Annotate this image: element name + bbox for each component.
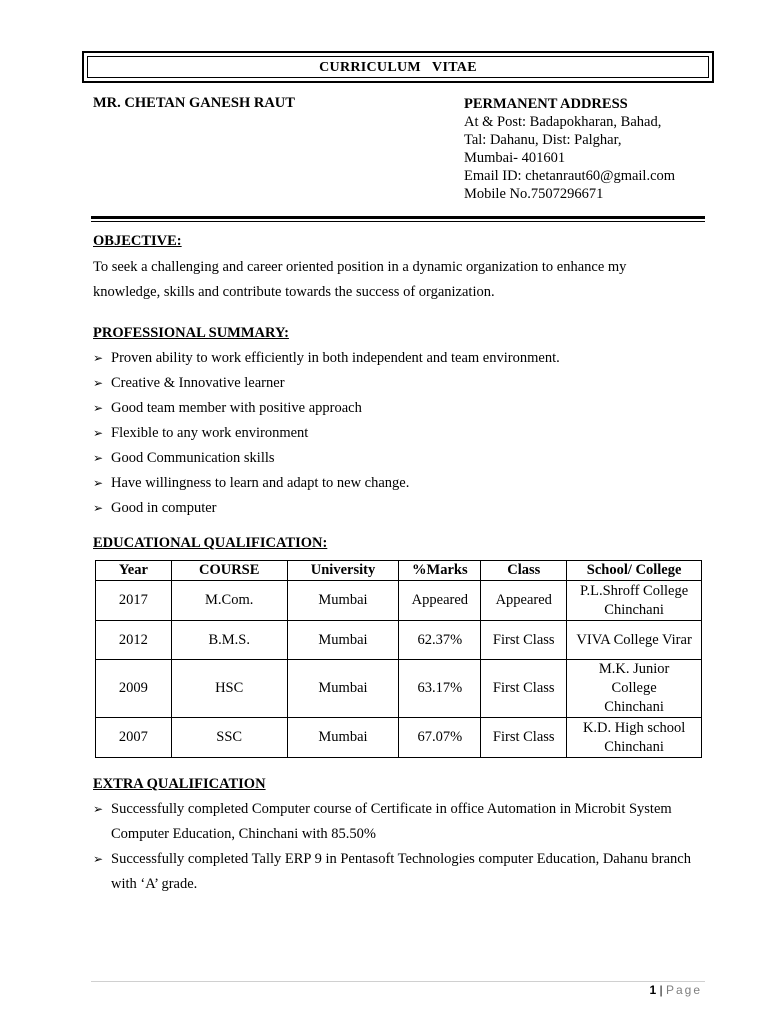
arrow-bullet-icon: ➢ xyxy=(93,401,104,415)
page-label: Page xyxy=(665,983,702,997)
arrow-bullet-icon: ➢ xyxy=(93,351,104,365)
arrow-bullet-icon: ➢ xyxy=(93,852,104,866)
footer-divider xyxy=(91,981,705,982)
table-cell: Mumbai xyxy=(287,660,399,718)
table-cell: 2009 xyxy=(96,660,172,718)
list-item: ➢ Have willingness to learn and adapt to new change. xyxy=(93,471,560,496)
table-cell: K.D. High school Chinchani xyxy=(567,718,702,758)
permanent-address xyxy=(464,95,675,203)
arrow-bullet-icon: ➢ xyxy=(93,451,104,465)
table-cell: 2007 xyxy=(96,718,172,758)
table-cell: P.L.Shroff College Chinchani xyxy=(567,581,702,621)
document-title: CURRICULUM VITAE xyxy=(87,56,709,78)
table-row xyxy=(96,660,702,718)
table-row xyxy=(96,718,702,758)
arrow-bullet-icon: ➢ xyxy=(93,426,104,440)
table-cell: M.K. Junior College Chinchani xyxy=(567,660,702,718)
arrow-bullet-icon: ➢ xyxy=(93,376,104,390)
column-header: School/ College xyxy=(567,561,702,581)
column-header: Year xyxy=(96,561,172,581)
list-item: ➢ Creative & Innovative learner xyxy=(93,371,560,396)
table-row xyxy=(96,581,702,621)
header-divider-thin xyxy=(91,221,705,222)
table-cell: 67.07% xyxy=(399,718,481,758)
page-number: 1 xyxy=(649,983,657,997)
table-cell: 63.17% xyxy=(399,660,481,718)
table-cell: SSC xyxy=(171,718,287,758)
table-cell: First Class xyxy=(481,718,567,758)
table-cell: First Class xyxy=(481,621,567,660)
column-header: %Marks xyxy=(399,561,481,581)
address-line: Tal: Dahanu, Dist: Palghar, xyxy=(464,132,622,148)
column-header: University xyxy=(287,561,399,581)
education-heading: EDUCATIONAL QUALIFICATION: xyxy=(93,535,328,551)
candidate-name: MR. CHETAN GANESH RAUT xyxy=(93,95,295,111)
list-item: ➢ Good Communication skills xyxy=(93,446,560,471)
arrow-bullet-icon: ➢ xyxy=(93,802,104,816)
table-cell: VIVA College Virar xyxy=(567,621,702,660)
footer-separator: | xyxy=(659,983,663,997)
email-line: Email ID: chetanraut60@gmail.com xyxy=(464,168,676,184)
column-header: Class xyxy=(481,561,567,581)
address-heading: PERMANENT ADDRESS xyxy=(464,96,628,112)
table-cell: 2017 xyxy=(96,581,172,621)
table-cell: M.Com. xyxy=(171,581,287,621)
table-cell: 2012 xyxy=(96,621,172,660)
arrow-bullet-icon: ➢ xyxy=(93,501,104,515)
list-item: ➢ Successfully completed Computer course of Certificate in office Automation in Microbit System Computer Education, Chinchani with 85.50% xyxy=(93,797,711,847)
header-divider-thick xyxy=(91,216,705,219)
extra-list xyxy=(93,797,711,897)
summary-heading: PROFESSIONAL SUMMARY: xyxy=(93,325,289,341)
address-line: At & Post: Badapokharan, Bahad, xyxy=(464,114,662,130)
page-footer xyxy=(649,983,702,997)
mobile-line: Mobile No.7507296671 xyxy=(464,186,604,202)
extra-heading: EXTRA QUALIFICATION xyxy=(93,776,266,792)
list-item: ➢ Successfully completed Tally ERP 9 in Pentasoft Technologies computer Education, Dahanu branch with ‘A’ grade. xyxy=(93,847,711,897)
table-cell: HSC xyxy=(171,660,287,718)
list-item: ➢ Good team member with positive approach xyxy=(93,396,560,421)
column-header: COURSE xyxy=(171,561,287,581)
address-line: Mumbai- 401601 xyxy=(464,150,566,166)
table-cell: B.M.S. xyxy=(171,621,287,660)
objective-text: To seek a challenging and career oriented position in a dynamic organization to enhance my knowledge, skills and contribute towards the success of organization. xyxy=(93,259,627,300)
list-item: ➢ Proven ability to work efficiently in both independent and team environment. xyxy=(93,346,560,371)
table-header-row xyxy=(96,561,702,581)
table-cell: Appeared xyxy=(399,581,481,621)
table-cell: Appeared xyxy=(481,581,567,621)
table-cell: 62.37% xyxy=(399,621,481,660)
table-cell: First Class xyxy=(481,660,567,718)
table-cell: Mumbai xyxy=(287,581,399,621)
arrow-bullet-icon: ➢ xyxy=(93,476,104,490)
summary-list xyxy=(93,346,560,521)
table-cell: Mumbai xyxy=(287,718,399,758)
list-item: ➢ Flexible to any work environment xyxy=(93,421,560,446)
education-table xyxy=(95,560,702,758)
list-item: ➢ Good in computer xyxy=(93,496,560,521)
table-cell: Mumbai xyxy=(287,621,399,660)
table-row xyxy=(96,621,702,660)
objective-heading: OBJECTIVE: xyxy=(93,233,182,249)
title-frame xyxy=(82,51,714,83)
